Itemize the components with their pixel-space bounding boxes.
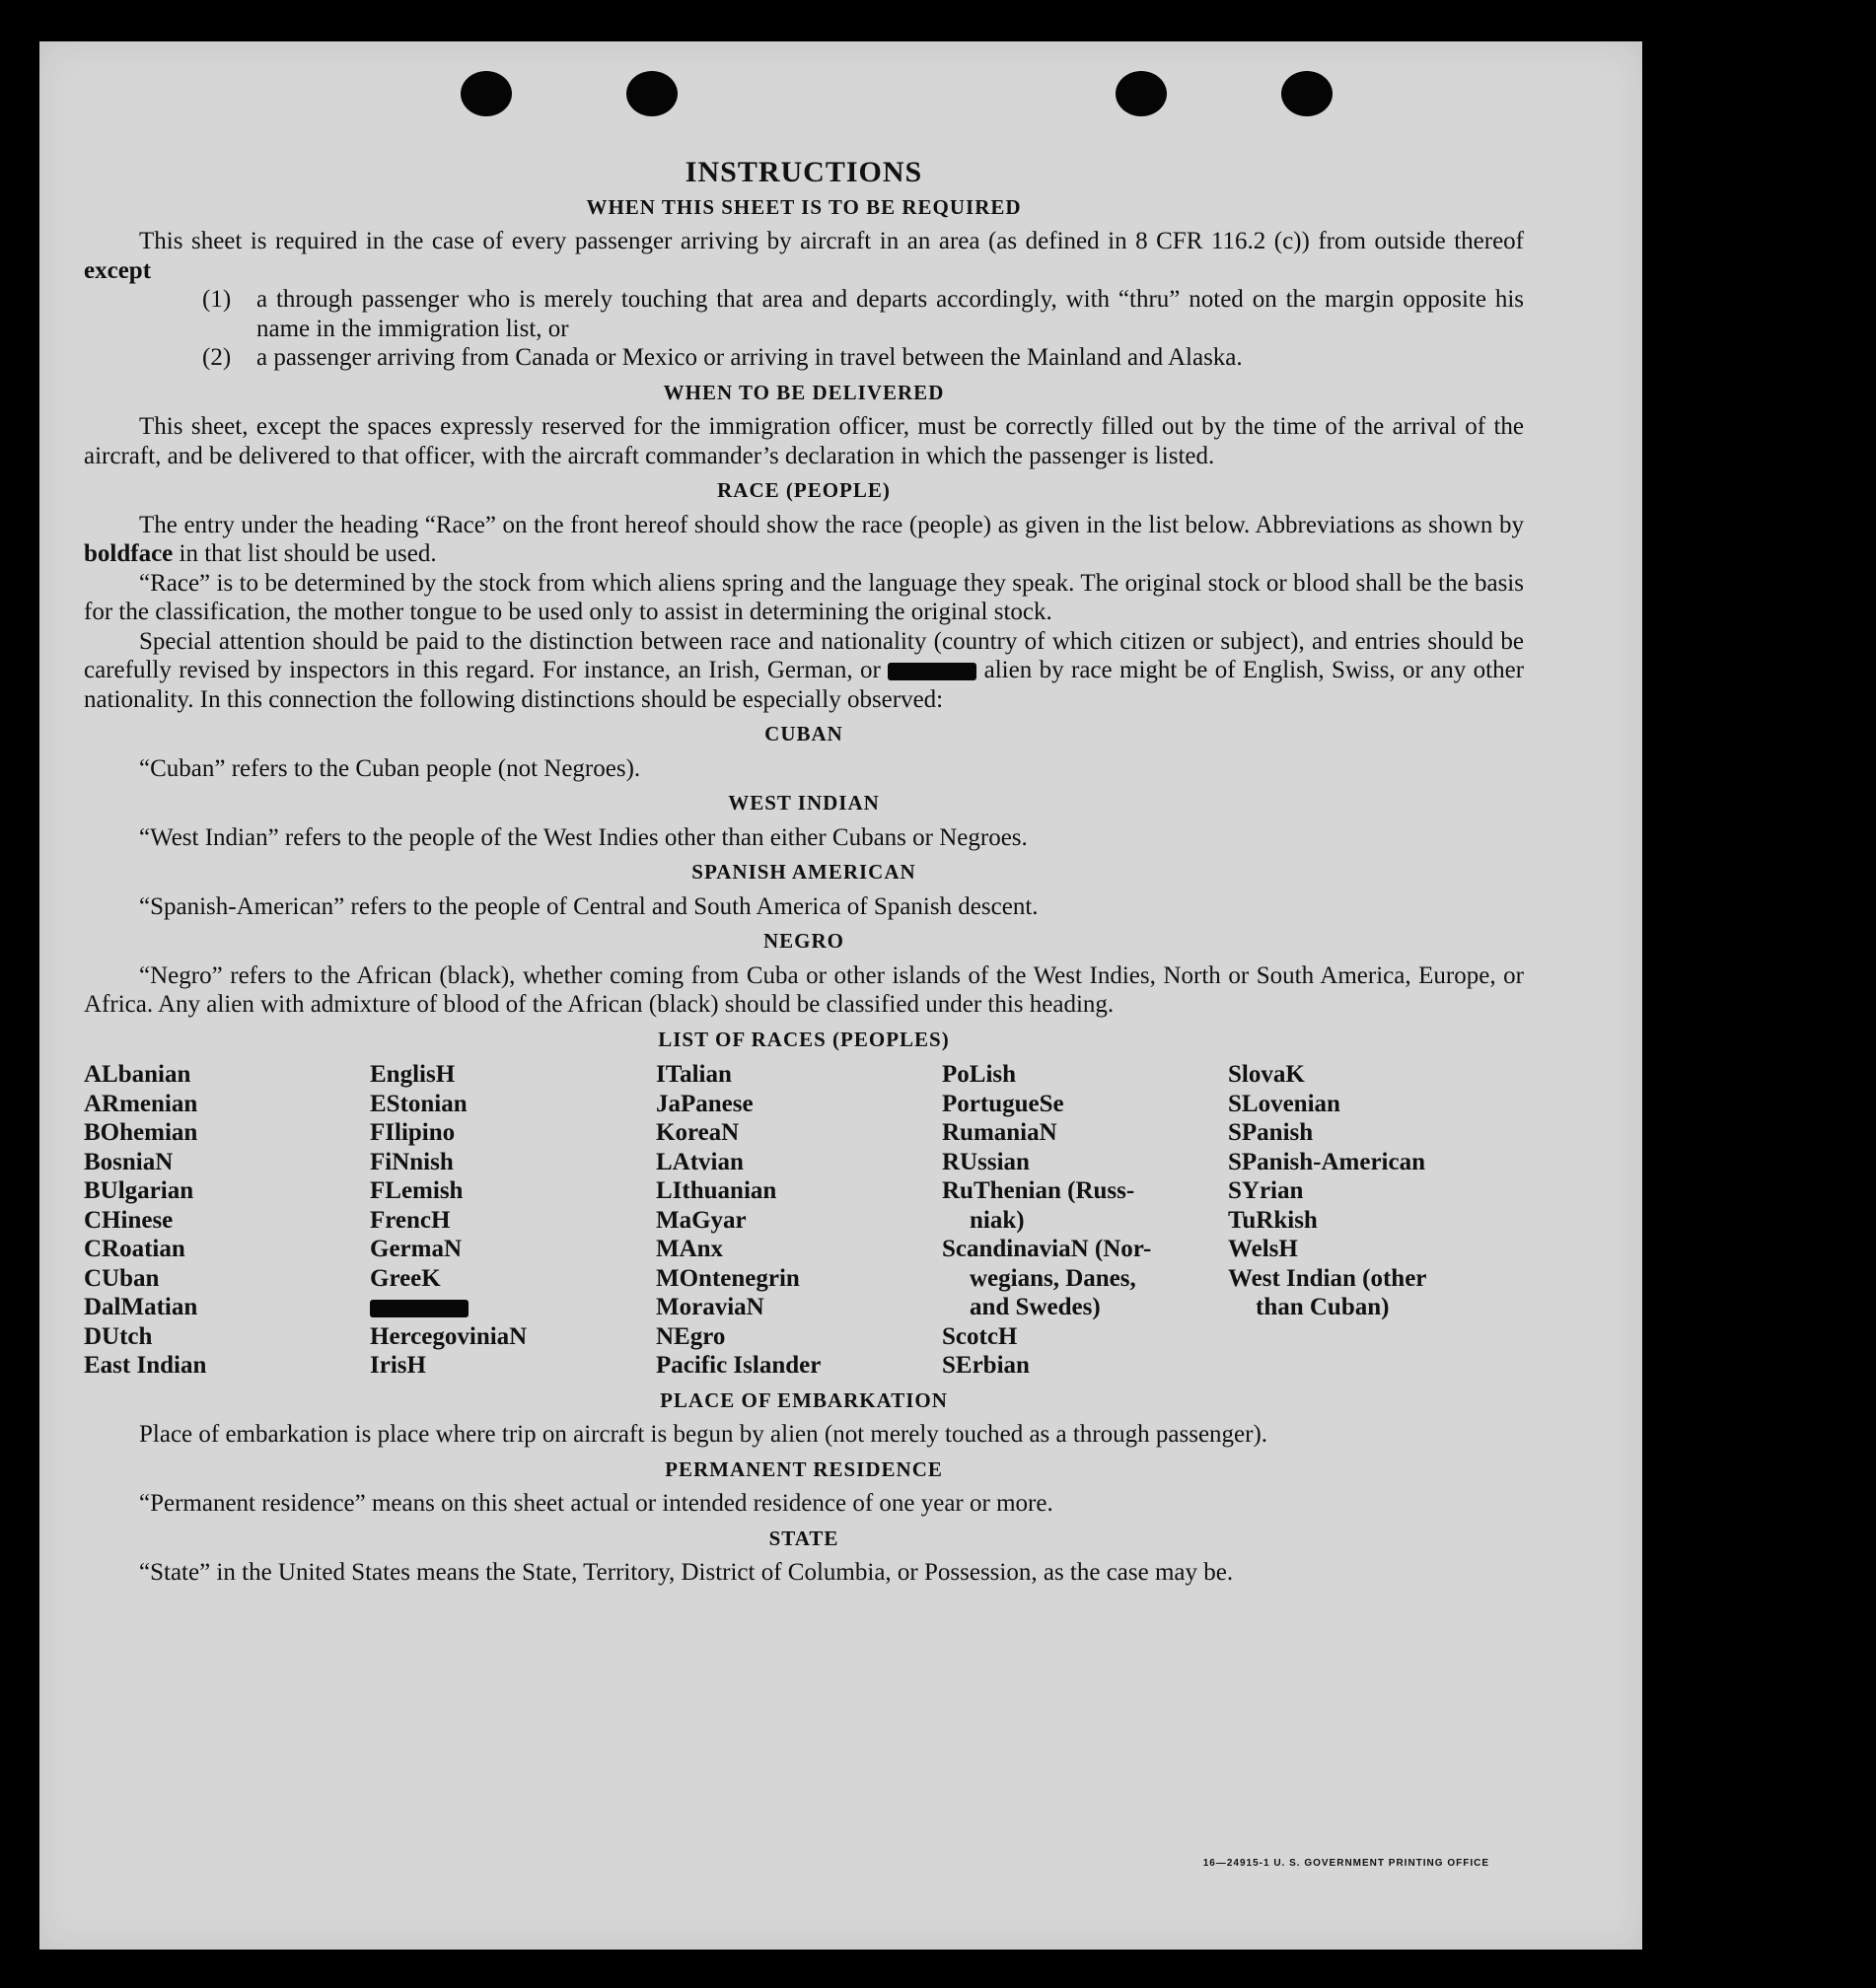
punch-hole [626, 71, 678, 116]
state-text: “State” in the United States means the State, Territory, District of Columbia, or Possession, as the case may be. [139, 1559, 1234, 1586]
race-entry: PortugueSe [942, 1090, 1064, 1117]
race-entry: West Indian (other [1228, 1264, 1427, 1292]
race-entry: and Swedes) [970, 1294, 1101, 1320]
document-sheet [39, 41, 1642, 1950]
race-entry: LIthuanian [656, 1177, 777, 1204]
race-entry: SErbian [942, 1352, 1030, 1379]
punch-hole [461, 71, 512, 116]
race-entry: MaGyar [656, 1206, 747, 1234]
race-column [370, 1060, 656, 1381]
race-entry: SPanish-American [1228, 1148, 1425, 1175]
race-paragraph-2: “Race” is to be determined by the stock from which aliens spring and the language they speak. The original stock or blood shall be the basis for the classification, the mother tongue to be used only to assist in determining the original stock. [84, 569, 1524, 625]
section-heading-race: RACE (PEOPLE) [717, 478, 891, 502]
residence-text: “Permanent residence” means on this sheet actual or intended residence of one year or more. [139, 1490, 1053, 1517]
west-indian-text: “West Indian” refers to the people of the West Indies other than either Cubans or Negroes. [139, 823, 1028, 851]
race-entry: niak) [970, 1206, 1025, 1234]
race-entry: SlovaK [1228, 1061, 1305, 1088]
embarkation-text: Place of embarkation is place where trip on aircraft is begun by alien (not merely touched as a through passenger). [139, 1421, 1268, 1448]
instructions-content [84, 158, 1524, 1588]
race-column [942, 1060, 1228, 1381]
punch-hole [1116, 71, 1167, 116]
race-entry: DalMatian [84, 1294, 198, 1320]
redaction-mark [888, 663, 976, 680]
section-heading-spanish-american: SPANISH AMERICAN [691, 860, 916, 884]
exception-item: (2) a passenger arriving from Canada or Mexico or arriving in travel between the Mainland and Alaska. [202, 344, 1243, 371]
race-entry: ARmenian [84, 1090, 198, 1117]
race-entry: HercegoviniaN [370, 1322, 528, 1350]
race-paragraph-3: Special attention should be paid to the distinction between race and nationality (country of which citizen or subject), and entries should be carefully revised by inspectors in this regard. For instance, an Irish, German, or alien by race might be of English, Swiss, or any other nationality. In this connection the following distinctions should be especially observed: [84, 627, 1525, 713]
negro-text: “Negro” refers to the African (black), whether coming from Cuba or other islands of the West Indies, North or South America, Europe, or Africa. Any alien with admixture of blood of the African (black) should be classified under this heading. [84, 961, 1524, 1018]
cuban-text: “Cuban” refers to the Cuban people (not Negroes). [139, 754, 641, 782]
race-entry: BosniaN [84, 1148, 174, 1175]
race-paragraph-1: The entry under the heading “Race” on the front hereof should show the race (people) as given in the list below. Abbreviations as shown by boldface in that list should be used. [84, 511, 1524, 567]
race-entry: MoraviaN [656, 1294, 764, 1320]
race-entry: BOhemian [84, 1119, 198, 1146]
race-column [1228, 1060, 1514, 1381]
race-entry: ITalian [656, 1061, 732, 1088]
race-entry: PoLish [942, 1061, 1017, 1088]
race-entry-redacted [370, 1293, 656, 1322]
race-entry: TuRkish [1228, 1206, 1318, 1234]
printing-office-footer: 16—24915-1 U. S. GOVERNMENT PRINTING OFFICE [1202, 1858, 1489, 1869]
race-entry: LAtvian [656, 1148, 744, 1175]
race-entry: wegians, Danes, [970, 1264, 1136, 1292]
exception-item: (1) a through passenger who is merely touching that area and departs accordingly, with “thru” noted on the margin opposite his name in the immigration list, or [202, 286, 1524, 342]
race-entry: Pacific Islander [656, 1352, 822, 1379]
race-entry: FiNnish [370, 1148, 454, 1175]
race-entry: ScandinaviaN (Nor- [942, 1236, 1152, 1262]
race-entry: MOntenegrin [656, 1264, 800, 1292]
race-entry: DUtch [84, 1322, 153, 1350]
section-heading-delivered: WHEN TO BE DELIVERED [663, 380, 945, 404]
redaction-mark [370, 1300, 469, 1317]
race-entry: FrencH [370, 1206, 451, 1234]
race-entry: CHinese [84, 1206, 174, 1234]
page-title: INSTRUCTIONS [685, 156, 923, 188]
race-entry: JaPanese [656, 1090, 754, 1117]
race-entry: BUlgarian [84, 1177, 194, 1204]
race-entry: CUban [84, 1264, 160, 1292]
section-heading-west-indian: WEST INDIAN [728, 791, 880, 815]
race-entry: FIlipino [370, 1119, 456, 1146]
section-heading-cuban: CUBAN [764, 722, 843, 746]
race-column [84, 1060, 370, 1381]
race-entry: NEgro [656, 1322, 726, 1350]
spanish-american-text: “Spanish-American” refers to the people of Central and South America of Spanish descent. [139, 892, 1039, 920]
section-heading-embarkation: PLACE OF EMBARKATION [660, 1387, 948, 1412]
race-entry: GreeK [370, 1264, 441, 1292]
race-entry: East Indian [84, 1352, 207, 1379]
race-column [656, 1060, 942, 1381]
section-heading-required: WHEN THIS SHEET IS TO BE REQUIRED [586, 194, 1022, 219]
race-entry: RuThenian (Russ- [942, 1177, 1135, 1204]
race-entry: RumaniaN [942, 1119, 1057, 1146]
race-entry: SYrian [1228, 1177, 1304, 1204]
section-heading-race-list: LIST OF RACES (PEOPLES) [658, 1027, 950, 1051]
race-entry: CRoatian [84, 1236, 185, 1262]
race-entry: WelsH [1228, 1236, 1298, 1262]
race-entry: SLovenian [1228, 1090, 1340, 1117]
delivered-text: This sheet, except the spaces expressly reserved for the immigration officer, must be correctly filled out by the time of the arrival of the aircraft, and be delivered to that officer, with the aircraft commander’s declaration in which the passenger is listed. [84, 413, 1524, 469]
required-intro: This sheet is required in the case of every passenger arriving by aircraft in an area (as defined in 8 CFR 116.2 (c)) from outside thereof except [84, 228, 1524, 284]
section-heading-state: STATE [768, 1526, 839, 1550]
race-entry: ScotcH [942, 1322, 1018, 1350]
section-heading-residence: PERMANENT RESIDENCE [665, 1456, 943, 1481]
race-list [84, 1060, 1524, 1381]
race-entry: than Cuban) [1256, 1294, 1390, 1320]
punch-hole [1281, 71, 1333, 116]
race-entry: MAnx [656, 1236, 724, 1262]
race-entry: EStonian [370, 1090, 468, 1117]
race-entry: SPanish [1228, 1119, 1314, 1146]
race-entry: RUssian [942, 1148, 1030, 1175]
race-entry: FLemish [370, 1177, 464, 1204]
race-entry: IrisH [370, 1352, 426, 1379]
race-entry: EnglisH [370, 1061, 456, 1088]
race-entry: GermaN [370, 1236, 463, 1262]
race-entry: KoreaN [656, 1119, 740, 1146]
race-entry: ALbanian [84, 1061, 191, 1088]
section-heading-negro: NEGRO [762, 929, 844, 953]
